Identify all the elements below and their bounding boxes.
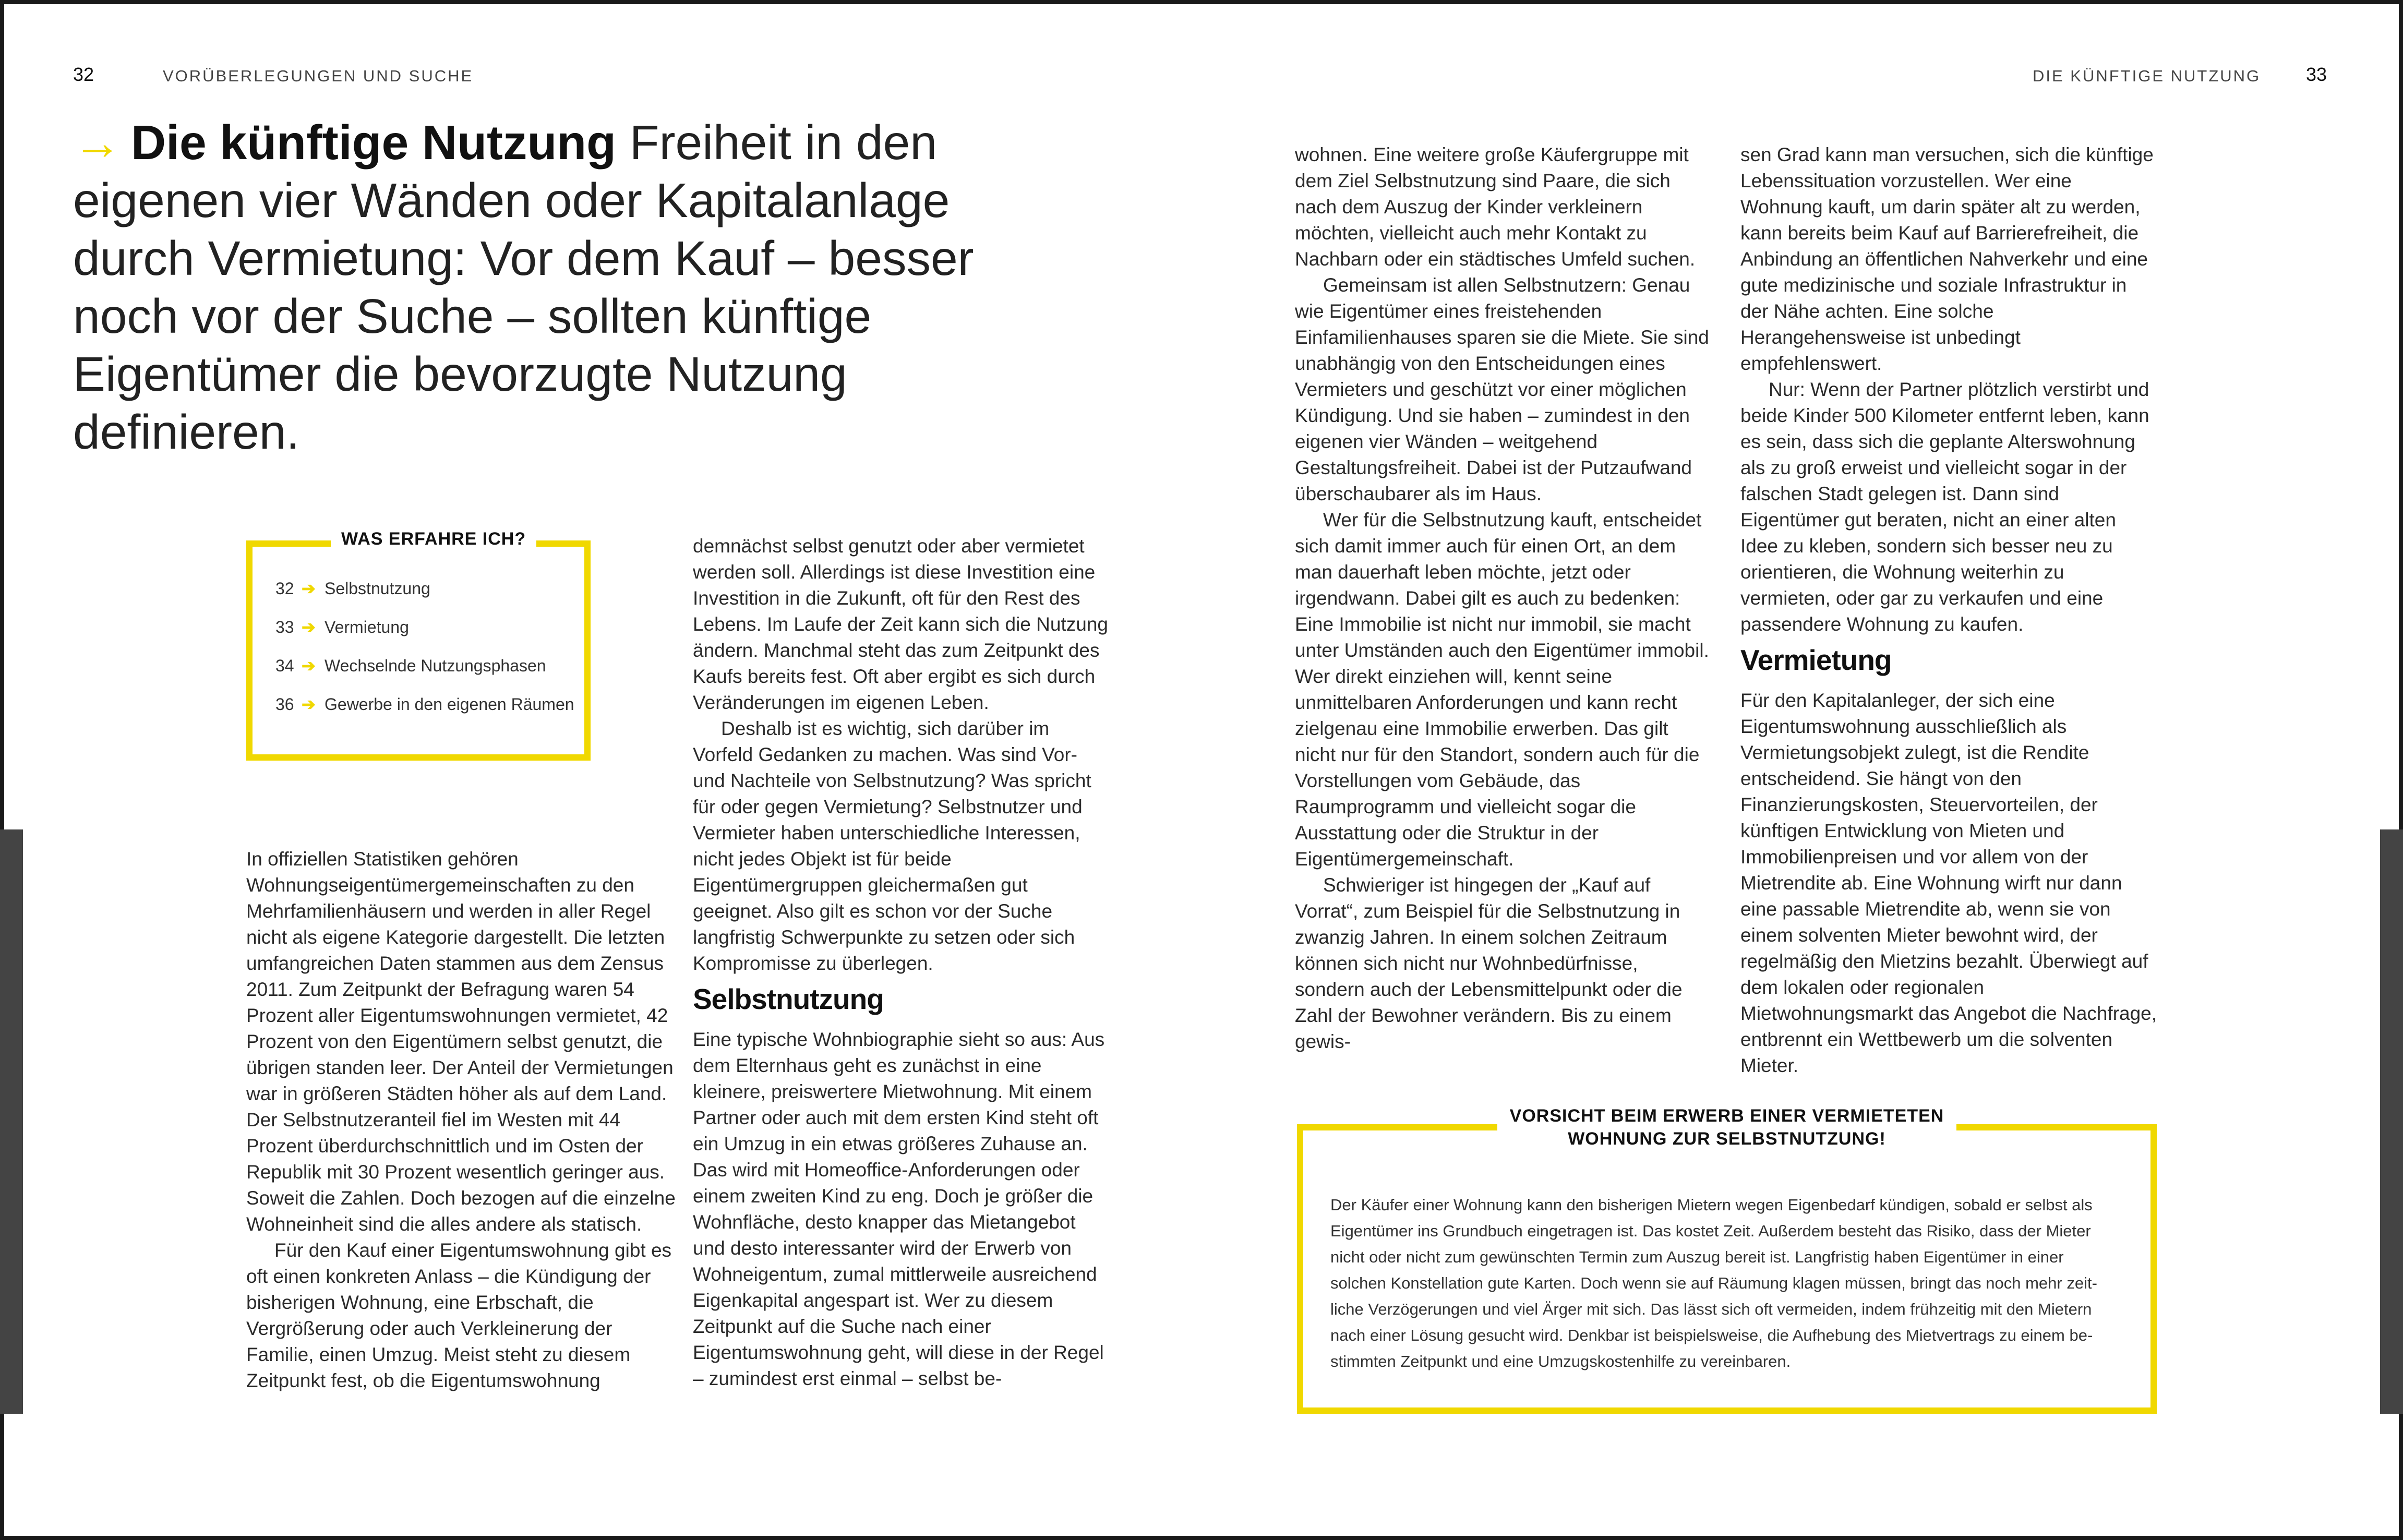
warning-line: Der Käufer einer Wohnung kann den bisherigen Mietern wegen Eigenbedarf kündigen, sobald er selbst als: [1330, 1196, 2093, 1214]
body-paragraph: Schwieriger ist hingegen der „Kauf auf Vorrat“, zum Beispiel für die Selbstnutzung in zwanzig Jahren. In einem solchen Zeitraum können sich nicht nur Wohnbedürfnisse, sondern auch der Lebensmittelpunkt oder die Zahl der Bewohner verändern. Bis zu einem gewis-: [1295, 874, 1683, 1052]
arrow-right-icon: →: [73, 115, 122, 170]
toc-item-page: 33: [275, 618, 294, 636]
warning-title-line: WOHNUNG ZUR SELBSTNUTZUNG!: [1568, 1129, 1886, 1149]
toc-item[interactable]: [275, 694, 574, 732]
left-edge-tab: [0, 829, 23, 1414]
toc-item-page: 32: [275, 579, 294, 598]
text-column-2: [693, 533, 1110, 1392]
body-paragraph: Eine typische Wohnbiographie sieht so aus: Aus dem Elternhaus geht es zunächst in eine kleinere, preiswertere Mietwohnung. Mit einem Partner oder auch mit dem ersten Kind steht oft ein Umzug in ein etwas größeres Zuhause an. Das wird mit Homeoffice-Anforderungen oder einem zweiten Kind zu eng. Doch je größer die Wohnfläche, desto knapper das Mietangebot und desto interessanter wird der Erwerb von Wohneigentum, zumal mittlerweile ausreichend Eigenkapital angespart ist. Wer zu diesem Zeitpunkt auf die Suche nach einer Eigentumswohnung geht, will diese in der Regel – zumindest erst einmal – selbst be-: [693, 1029, 1105, 1389]
section-heading-selbstnutzung: Selbstnutzung: [693, 983, 884, 1015]
warning-box: [1297, 1106, 2157, 1414]
chevron-right-icon: ➔: [302, 579, 316, 598]
body-paragraph: Für den Kauf einer Eigentumswohnung gibt es oft einen konkreten Anlass – die Kündigung der bisherigen Wohnung, eine Erbschaft, die Vergrößerung oder auch Verkleinerung der Familie, einen Umzug. Meist steht zu diesem Zeitpunkt fest, ob die Eigentumswohnung: [246, 1240, 672, 1391]
warning-line: liche Verzögerungen und viel Ärger mit sich. Das lässt sich oft vermeiden, indem frühzeitig mit den Mietern: [1330, 1300, 2092, 1318]
text-column-1: [246, 846, 679, 1394]
text-column-3: [1295, 142, 1712, 1055]
section-heading-wrap: [693, 977, 1110, 1027]
warning-line: stimmten Zeitpunkt und eine Umzugskostenhilfe zu vereinbaren.: [1330, 1352, 1791, 1370]
chevron-right-icon: ➔: [302, 656, 316, 675]
toc-item-label: Selbstnutzung: [325, 579, 430, 598]
warning-body: [1330, 1192, 2134, 1375]
toc-item-label: Wechselnde Nutzungsphasen: [325, 656, 546, 675]
warning-line: Eigentümer ins Grundbuch eingetragen ist. Das kostet Zeit. Außerdem besteht das Risiko, dass der Mieter: [1330, 1222, 2091, 1240]
left-running-head: VORÜBERLEGUNGEN UND SUCHE: [163, 67, 474, 85]
body-paragraph: wohnen. Eine weitere große Käufergruppe mit dem Ziel Selbstnutzung sind Paare, die sich nach dem Auszug der Kinder verkleinern möchten, vielleicht auch mehr Kontakt zu Nachbarn oder ein städtisches Umfeld suchen.: [1295, 144, 1696, 270]
section-heading-wrap: [1740, 637, 2158, 688]
right-running-head: DIE KÜNFTIGE NUTZUNG: [2033, 67, 2261, 85]
chapter-subtitle: Freiheit in den eigenen vier Wänden oder Kapitalanlage durch Vermietung: Vor dem Kauf – besser noch vor der Suche – sollten künftige Eigentümer die bevorzugte Nutzung definieren.: [73, 115, 974, 459]
chapter-headline: [73, 114, 1033, 461]
toc-title: WAS ERFAHRE ICH?: [331, 529, 536, 549]
right-page-number: 33: [2306, 64, 2327, 85]
warning-line: solchen Konstellation gute Karten. Doch wenn sie auf Räumung klagen müssen, bringt das noch mehr zeit-: [1330, 1274, 2097, 1292]
toc-item-page: 36: [275, 695, 294, 714]
section-heading-vermietung: Vermietung: [1740, 644, 1892, 676]
warning-title: [1497, 1104, 1956, 1150]
toc-item[interactable]: [275, 655, 574, 694]
body-paragraph: Gemeinsam ist allen Selbstnutzern: Genau wie Eigentümer eines freistehenden Einfamilienhauses sparen sie die Miete. Sie sind unabhängig von den Entscheidungen eines Vermieters und geschützt vor einer möglichen Kündigung. Und sie haben – zumindest in den eigenen vier Wänden – weitgehend Gestaltungsfreiheit. Dabei ist der Putzaufwand überschaubarer als im Haus.: [1295, 274, 1709, 504]
toc-list: [275, 578, 574, 732]
warning-line: nicht oder nicht zum gewünschten Termin zum Auszug bereit ist. Langfristig haben Eigentümer in einer: [1330, 1248, 2064, 1266]
toc-item[interactable]: [275, 617, 574, 655]
body-paragraph: Nur: Wenn der Partner plötzlich verstirbt und beide Kinder 500 Kilometer entfernt leben, kann es sein, dass sich die geplante Alterswohnung als zu groß erweist und vielleicht sogar in der falschen Stadt gelegen ist. Dann sind Eigentümer gut beraten, nicht an einer alten Idee zu kleben, sondern sich besser neu zu orientieren, die Wohnung weiterhin zu vermieten, oder gar zu verkaufen und eine passendere Wohnung zu kaufen.: [1740, 379, 2149, 635]
right-edge-tab: [2380, 829, 2403, 1414]
left-page-number: 32: [73, 64, 94, 85]
text-column-4: [1740, 142, 2158, 1079]
toc-item-page: 34: [275, 656, 294, 675]
body-paragraph: sen Grad kann man versuchen, sich die künftige Lebenssituation vorzustellen. Wer eine Wohnung kauft, um darin später alt zu werden, kann bereits beim Kauf auf Barrierefreiheit, die Anbindung an öffentlichen Nahverkehr und eine gute medizinische und soziale Infrastruktur in der Nähe achten. Eine solche Herangehensweise ist unbedingt empfehlenswert.: [1740, 144, 2154, 374]
toc-item-label: Gewerbe in den eigenen Räumen: [325, 695, 574, 714]
body-paragraph: Deshalb ist es wichtig, sich darüber im Vorfeld Gedanken zu machen. Was sind Vor- und Nachteile von Selbstnutzung? Was spricht für oder gegen Vermietung? Selbstnutzer und Vermieter haben unterschiedliche Interessen, nicht jedes Objekt ist für beide Eigentümergruppen gleichermaßen gut geeignet. Also gilt es schon vor der Suche langfristig Schwerpunkte zu setzen oder sich Kompromisse zu überlegen.: [693, 718, 1091, 974]
body-paragraph: Wer für die Selbstnutzung kauft, entscheidet sich damit immer auch für einen Ort, an dem man dauerhaft leben möchte, jetzt oder irgendwann. Dabei gilt es auch zu bedenken: Eine Immobilie ist nicht nur immobil, sie macht unter Umständen auch den Eigentümer immobil. Wer direkt einziehen will, kennt seine unmittelbaren Anforderungen und kann recht zielgenau eine Immobilie erwerben. Das gilt nicht nur für den Standort, sondern auch für die Vorstellungen vom Gebäude, das Raumprogramm und vielleicht sogar die Ausstattung oder die Struktur in der Eigentümergemeinschaft.: [1295, 509, 1709, 870]
warning-line: nach einer Lösung gesucht wird. Denkbar ist beispielsweise, die Aufhebung des Mietvertrags zu einem be-: [1330, 1326, 2093, 1344]
toc-item-label: Vermietung: [325, 618, 409, 636]
body-paragraph: Für den Kapitalanleger, der sich eine Eigentumswohnung ausschließlich als Vermietungsobjekt zulegt, ist die Rendite entscheidend. Sie hängt von den Finanzierungskosten, Steuervorteilen, der künftigen Entwicklung von Mieten und Immobilienpreisen und vor allem von der Mietrendite ab. Eine Wohnung wirft nur dann eine passable Mietrendite ab, wenn sie von einem solventen Mieter bewohnt wird, der regelmäßig den Mietzins bezahlt. Überwiegt auf dem lokalen oder regionalen Mietwohnungsmarkt das Angebot die Nachfrage, entbrennt ein Wettbewerb um die solventen Mieter.: [1740, 690, 2157, 1076]
body-paragraph: In offiziellen Statistiken gehören Wohnungseigentümergemeinschaften zu den Mehrfamilienhäusern und werden in aller Regel nicht als eigene Kategorie dargestellt. Die letzten umfangreichen Daten stammen aus dem Zensus 2011. Zum Zeitpunkt der Befragung waren 54 Prozent aller Eigentumswohnungen vermietet, 42 Prozent von den Eigentümern selbst genutzt, die übrigen standen leer. Der Anteil der Vermietungen war in größeren Städten höher als auf dem Land. Der Selbstnutzeranteil fiel im Westen mit 44 Prozent überdurchschnittlich und im Osten der Republik mit 30 Prozent wesentlich geringer aus. Soweit die Zahlen. Doch bezogen auf die einzelne Wohneinheit sind die alles andere als statisch.: [246, 848, 676, 1235]
warning-title-line: VORSICHT BEIM ERWERB EINER VERMIETETEN: [1509, 1106, 1944, 1126]
chapter-title: Die künftige Nutzung: [131, 115, 616, 170]
toc-item[interactable]: [275, 578, 574, 617]
chevron-right-icon: ➔: [302, 618, 316, 636]
body-paragraph: demnächst selbst genutzt oder aber vermietet werden soll. Allerdings ist diese Investition eine Investition in die Zukunft, oft für den Rest des Lebens. Im Laufe der Zeit kann sich die Nutzung ändern. Manchmal steht das zum Zeitpunkt des Kaufs bereits fest. Oft aber ergibt es sich durch Veränderungen im eigenen Leben.: [693, 535, 1108, 713]
chevron-right-icon: ➔: [302, 695, 316, 714]
toc-box: [246, 529, 591, 761]
